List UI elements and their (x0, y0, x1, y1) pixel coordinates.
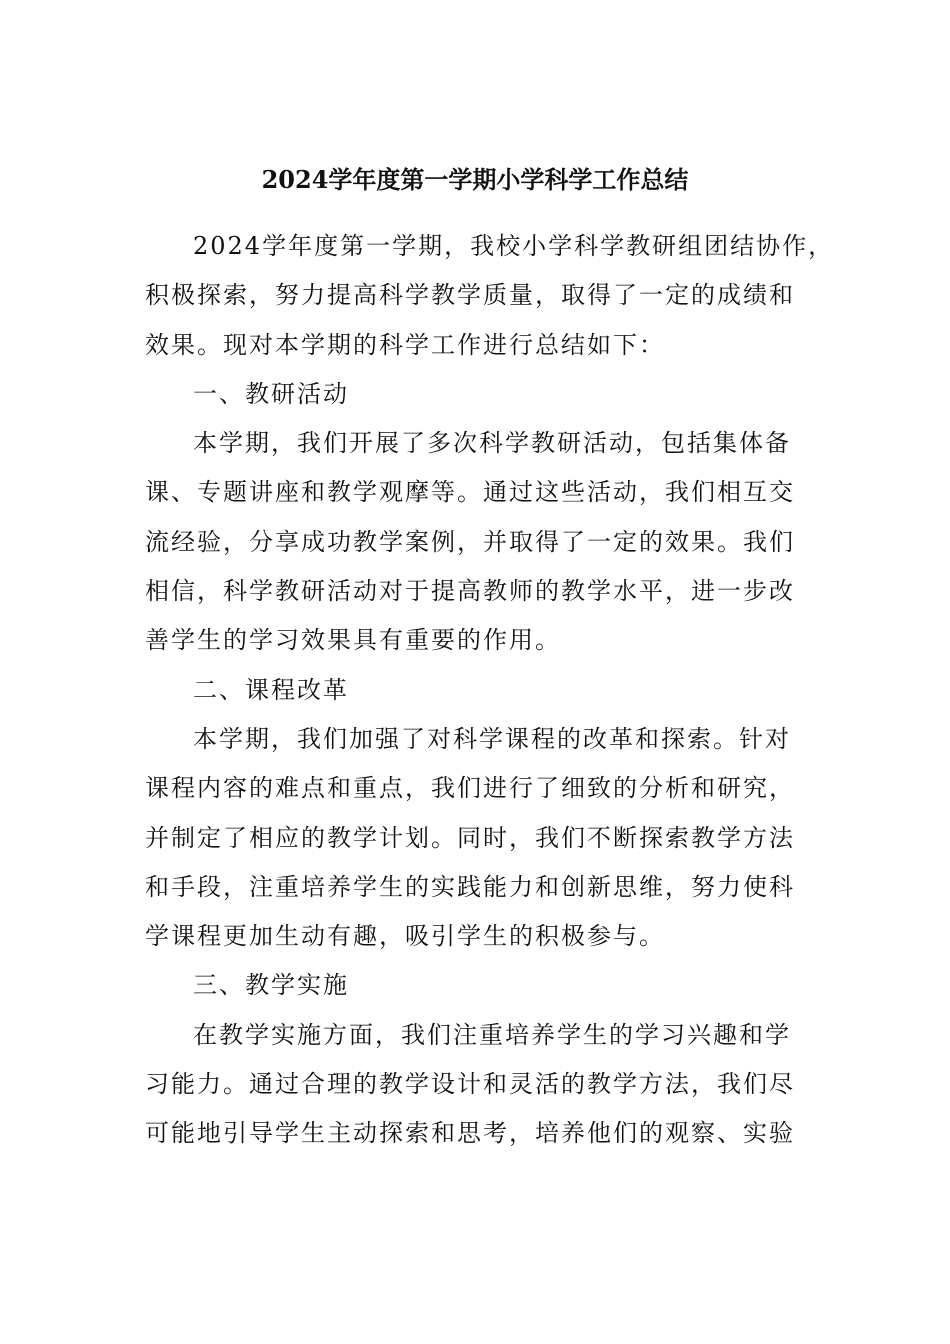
section-heading-3: 三、教学实施 (193, 971, 349, 1000)
text-line: 相信，科学教研活动对于提高教师的教学水平，进一步改 (145, 577, 795, 606)
text-line: 效果。现对本学期的科学工作进行总结如下： (145, 330, 665, 359)
text-line: 善学生的学习效果具有重要的作用。 (145, 626, 561, 655)
text-line: 和手段，注重培养学生的实践能力和创新思维，努力使科 (145, 872, 795, 901)
text-line: 可能地引导学生主动探索和思考，培养他们的观察、实验 (145, 1119, 795, 1148)
section-heading-1: 一、教研活动 (193, 379, 349, 408)
text-line: 流经验，分享成功教学案例，并取得了一定的效果。我们 (145, 527, 795, 556)
text-line: 课、专题讲座和教学观摩等。通过这些活动，我们相互交 (145, 478, 795, 507)
text-line: 课程内容的难点和重点，我们进行了细致的分析和研究， (145, 774, 795, 803)
section-heading-2: 二、课程改革 (193, 675, 349, 704)
text-line: 习能力。通过合理的教学设计和灵活的教学方法，我们尽 (145, 1070, 795, 1099)
text-line: 本学期，我们加强了对科学课程的改革和探索。针对 (193, 724, 791, 753)
text-line: 在教学实施方面，我们注重培养学生的学习兴趣和学 (193, 1020, 791, 1049)
document-body (145, 222, 835, 1159)
text-line: 学课程更加生动有趣，吸引学生的积极参与。 (145, 922, 665, 951)
text-line: 本学期，我们开展了多次科学教研活动，包括集体备 (193, 429, 791, 458)
document-title: 2024学年度第一学期小学科学工作总结 (261, 165, 689, 194)
text-line: 并制定了相应的教学计划。同时，我们不断探索教学方法 (145, 823, 795, 852)
text-line: 积极探索，努力提高科学教学质量，取得了一定的成绩和 (145, 281, 795, 310)
text-line: 2024学年度第一学期，我校小学科学教研组团结协作， (193, 232, 835, 260)
